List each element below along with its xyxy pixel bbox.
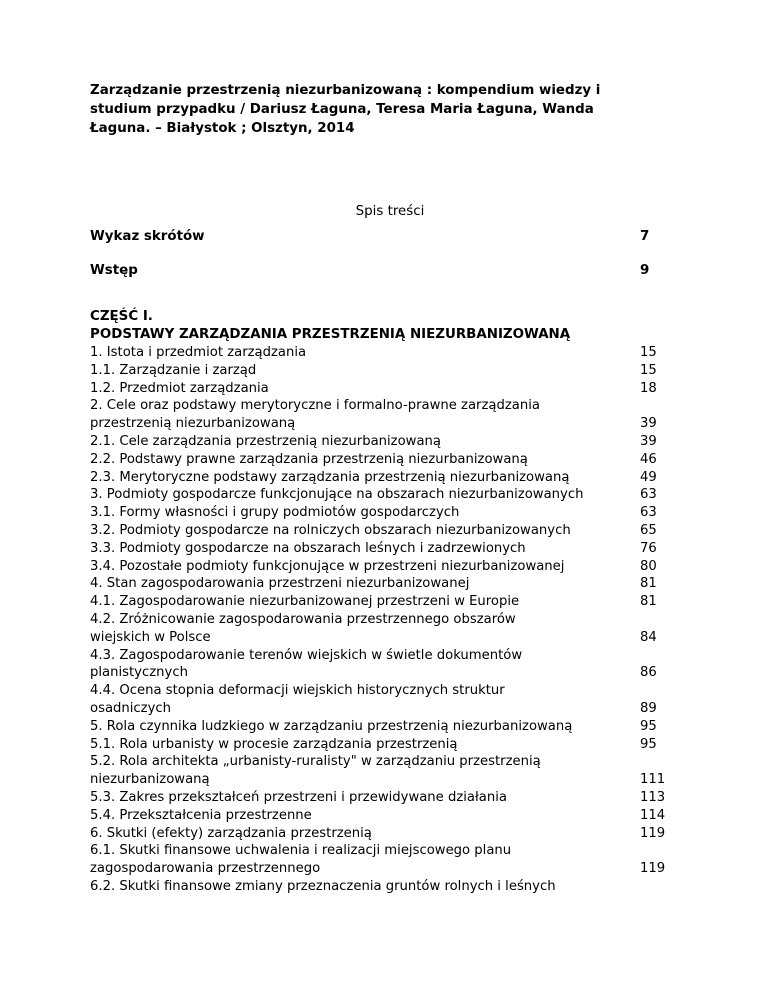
toc-entry-label: 6.2. Skutki finansowe zmiany przeznaczenia gruntów rolnych i leśnych: [90, 879, 556, 894]
toc-entry-label: 2.3. Merytoryczne podstawy zarządzania przestrzenią niezurbanizowaną: [90, 469, 570, 485]
toc-entry-label: 5.1. Rola urbanisty w procesie zarządzania przestrzenią: [90, 736, 458, 752]
toc-entry-label: 2.2. Podstawy prawne zarządzania przestrzenią niezurbanizowaną: [90, 451, 528, 467]
toc-entry-label: 1. Istota i przedmiot zarządzania: [90, 345, 307, 360]
toc-front-matter-item: [90, 262, 690, 280]
toc-entry-page: 76: [640, 540, 657, 556]
toc-entry-label: 1.2. Przedmiot zarządzania: [90, 380, 269, 396]
toc-entry-page: 119: [640, 825, 666, 841]
toc-entry-label: osadniczych: [90, 700, 171, 716]
toc-front-matter-item: [90, 228, 690, 246]
header-line: studium przypadku / Dariusz Łaguna, Teresa Maria Łaguna, Wanda: [90, 102, 594, 117]
toc-item-page: 7: [640, 229, 650, 244]
toc-entry: [90, 718, 690, 736]
toc-entry-page: 113: [640, 790, 666, 805]
toc-entry: [90, 558, 690, 576]
toc-entry-label: 4.1. Zagospodarowanie niezurbanizowanej przestrzeni w Europie: [90, 594, 520, 610]
toc-entry-label: 2.1. Cele zarządzania przestrzenią niezurbanizowaną: [90, 434, 441, 449]
toc-entry: [90, 825, 690, 843]
toc-entry-page: 86: [640, 665, 657, 681]
toc-entry-page: 63: [640, 505, 657, 521]
header-line: Łaguna. – Białystok ; Olsztyn, 2014: [90, 121, 355, 136]
toc-entry-page: 111: [640, 772, 666, 788]
document-page: [90, 0, 690, 994]
part-label: CZĘŚĆ I.: [90, 309, 153, 324]
toc-entry: [90, 522, 690, 540]
toc-entry: [90, 647, 690, 683]
toc-entry-page: 15: [640, 345, 657, 360]
toc-entry-page: 80: [640, 558, 657, 574]
toc-entry-label: 1.1. Zarządzanie i zarząd: [90, 362, 257, 378]
toc-entry-label: planistycznych: [90, 665, 188, 681]
toc-entry-label: 6. Skutki (efekty) zarządzania przestrzenią: [90, 825, 372, 841]
toc-entry-page: 39: [640, 416, 657, 432]
toc-entry: [90, 397, 690, 433]
toc-entry: [90, 362, 690, 380]
toc-entry-page: 46: [640, 451, 657, 467]
toc-entry-label: 3.3. Podmioty gospodarcze na obszarach leśnych i zadrzewionych: [90, 540, 526, 556]
toc-item-page: 9: [640, 263, 650, 278]
toc-entry: [90, 807, 690, 825]
toc-entry: [90, 682, 690, 718]
toc-entry-label: 5.3. Zakres przekształceń przestrzeni i przewidywane działania: [90, 790, 507, 805]
toc-entry-label: 3.2. Podmioty gospodarcze na rolniczych obszarach niezurbanizowanych: [90, 523, 571, 538]
toc-item-label: Wykaz skrótów: [90, 229, 205, 244]
toc-entry-label: 5.2. Rola architekta „urbanisty-ruralisty" w zarządzaniu przestrzenią: [90, 754, 541, 770]
toc-entry-page: 95: [640, 736, 657, 752]
toc-entry-label: niezurbanizowaną: [90, 772, 210, 788]
toc-entry: [90, 575, 690, 593]
toc-entry: [90, 469, 690, 487]
toc-entry: [90, 753, 690, 789]
part-title: PODSTAWY ZARZĄDZANIA PRZESTRZENIĄ NIEZURBANIZOWANĄ: [90, 327, 571, 342]
toc-entry-label: 4.3. Zagospodarowanie terenów wiejskich w świetle dokumentów: [90, 647, 523, 663]
toc-entry-label: 3. Podmioty gospodarcze funkcjonujące na obszarach niezurbanizowanych: [90, 487, 584, 503]
toc-entry-page: 84: [640, 629, 657, 645]
toc-entry-page: 81: [640, 594, 657, 610]
toc-entry-label: zagospodarowania przestrzennego: [90, 861, 321, 877]
toc-entry-page: 81: [640, 576, 657, 592]
toc-entry: [90, 789, 690, 807]
toc-entry: [90, 611, 690, 647]
toc-entry-label: 4. Stan zagospodarowania przestrzeni niezurbanizowanej: [90, 576, 470, 592]
toc-entry: [90, 736, 690, 754]
toc-entry: [90, 433, 690, 451]
toc-entry-page: 49: [640, 469, 657, 485]
toc-entry: [90, 451, 690, 469]
toc-entry-label: 3.1. Formy własności i grupy podmiotów gospodarczych: [90, 505, 460, 521]
toc-entry-page: 15: [640, 362, 657, 378]
toc-entry-label: 5.4. Przekształcenia przestrzenne: [90, 807, 312, 823]
bibliographic-header: [90, 81, 660, 138]
toc-entry-label: wiejskich w Polsce: [90, 629, 211, 645]
toc-entry-page: 65: [640, 523, 657, 538]
toc-entry-page: 18: [640, 380, 657, 396]
toc-entry-label: 3.4. Pozostałe podmioty funkcjonujące w przestrzeni niezurbanizowanej: [90, 558, 565, 574]
toc-entry-page: 119: [640, 861, 666, 877]
toc-entry-page: 89: [640, 700, 657, 716]
toc-entry: [90, 344, 690, 362]
toc-entry: [90, 540, 690, 558]
toc-entry-page: 95: [640, 718, 657, 734]
toc-entry-label: 6.1. Skutki finansowe uchwalenia i realizacji miejscowego planu: [90, 843, 512, 859]
toc-entry-page: 114: [640, 807, 666, 823]
toc-entry-label: 4.2. Zróżnicowanie zagospodarowania przestrzennego obszarów: [90, 612, 516, 627]
toc-heading: Spis treści: [355, 204, 425, 219]
toc-entry: [90, 593, 690, 611]
toc-entry: [90, 842, 690, 878]
toc-item-label: Wstęp: [90, 263, 138, 278]
toc-entry: [90, 504, 690, 522]
toc-entry-label: 2. Cele oraz podstawy merytoryczne i formalno-prawne zarządzania: [90, 398, 540, 414]
toc-entry: [90, 486, 690, 504]
header-line: Zarządzanie przestrzenią niezurbanizowaną : kompendium wiedzy i: [90, 83, 601, 98]
toc-entry-label: 5. Rola czynnika ludzkiego w zarządzaniu przestrzenią niezurbanizowaną: [90, 718, 573, 734]
toc-entry-label: przestrzenią niezurbanizowaną: [90, 416, 296, 432]
toc-entry: [90, 380, 690, 398]
toc-entry-page: 39: [640, 434, 657, 449]
toc-entry: [90, 878, 690, 896]
toc-entry-page: 63: [640, 487, 657, 503]
toc-entry-label: 4.4. Ocena stopnia deformacji wiejskich historycznych struktur: [90, 683, 505, 699]
